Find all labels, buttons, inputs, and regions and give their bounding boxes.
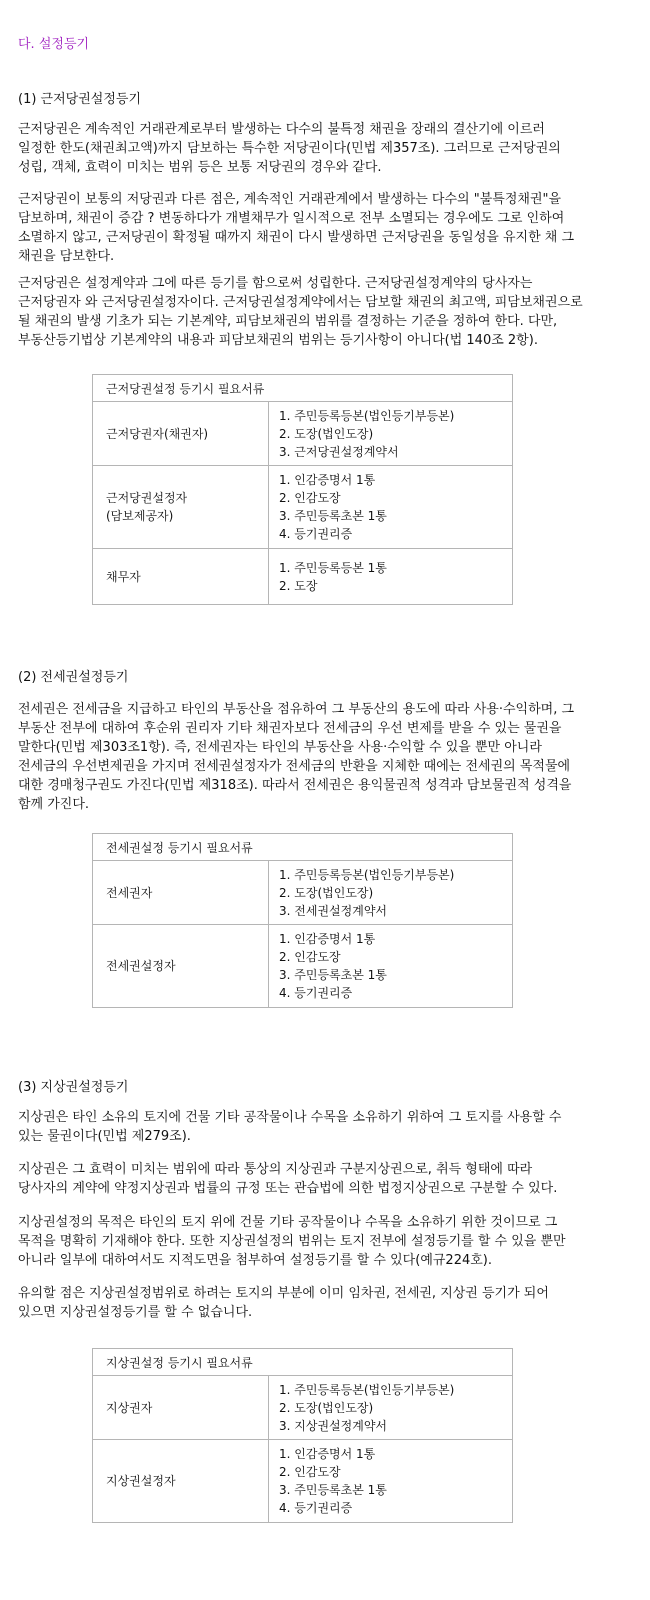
section-3-paragraph-2 xyxy=(18,1160,630,1198)
documents-cell xyxy=(269,466,513,549)
party-cell xyxy=(93,861,269,925)
document-item: 2. 도장(법인도장) xyxy=(279,426,374,441)
text-line: 근저당권이 보통의 저당권과 다른 점은, 계속적인 거래관계에서 발생하는 다수의 "불특정채권"을 xyxy=(18,192,562,207)
party-cell xyxy=(93,466,269,549)
required-documents-table xyxy=(92,833,513,1008)
document-item: 1. 주민등록등본(법인등기부등본) xyxy=(279,1382,455,1397)
document-item: 3. 전세권설정계약서 xyxy=(279,903,388,918)
documents-cell xyxy=(269,402,513,466)
table-title: 전세권설정 등기시 필요서류 xyxy=(93,834,513,861)
document-item: 3. 주민등록초본 1통 xyxy=(279,1483,387,1497)
document-item: 4. 등기권리증 xyxy=(279,986,353,1000)
text-line: 목적을 명확히 기재해야 한다. 또한 지상권설정의 범위는 토지 전부에 설정등기를 할 수 있을 뿐만 xyxy=(18,1234,566,1249)
party-label: 근저당권자(채권자) xyxy=(106,426,209,441)
document-item: 2. 인감도장 xyxy=(279,950,341,964)
table-row xyxy=(93,402,513,466)
section-3-paragraph-4 xyxy=(18,1284,630,1322)
section-3-title: (3) 지상권설정등기 xyxy=(18,1080,129,1095)
document-item: 2. 도장(법인도장) xyxy=(279,1400,374,1415)
section-3-paragraph-1 xyxy=(18,1108,630,1146)
text-line: 담보하며, 채권이 증감 ? 변동하다가 개별채무가 일시적으로 전부 소멸되는 경우에도 그로 인하여 xyxy=(18,211,565,226)
documents-cell xyxy=(269,861,513,925)
document-item: 3. 근저당권설정계약서 xyxy=(279,444,399,459)
party-label: (담보제공자) xyxy=(106,509,174,523)
table-title: 근저당권설정 등기시 필요서류 xyxy=(93,375,513,402)
text-line: 있으면 지상권설정등기를 할 수 없습니다. xyxy=(18,1305,253,1320)
section-3-paragraph-3 xyxy=(18,1213,630,1270)
text-line: 지상권설정의 목적은 타인의 토지 위에 건물 기타 공작물이나 수목을 소유하기 위한 것이므로 그 xyxy=(18,1215,558,1230)
text-line: 전세권은 전세금을 지급하고 타인의 부동산을 점유하여 그 부동산의 용도에 따라 사용·수익하며, 그 xyxy=(18,702,575,717)
party-cell xyxy=(93,1440,269,1523)
document-item: 1. 주민등록등본(법인등기부등본) xyxy=(279,408,455,423)
party-cell xyxy=(93,1376,269,1440)
text-line: 있는 물권이다(민법 제279조). xyxy=(18,1129,191,1144)
document-item: 2. 인감도장 xyxy=(279,1465,341,1479)
party-cell xyxy=(93,549,269,605)
text-line: 지상권은 타인 소유의 토지에 건물 기타 공작물이나 수목을 소유하기 위하여 그 토지를 사용할 수 xyxy=(18,1110,562,1125)
text-line: 부동산 전부에 대하여 후순위 권리자 기타 채권자보다 전세금의 우선 변제를 받을 수 있는 물권을 xyxy=(18,721,562,736)
text-line: 소멸하지 않고, 근저당권이 확정될 때까지 채권이 다시 발생하면 근저당권을 동일성을 유지한 채 그 xyxy=(18,230,575,245)
table-row xyxy=(93,1440,513,1523)
party-label: 전세권자 xyxy=(106,885,153,900)
documents-cell xyxy=(269,1376,513,1440)
table-row xyxy=(93,549,513,605)
text-line: 성립, 객체, 효력이 미치는 범위 등은 보통 저당권의 경우와 같다. xyxy=(18,160,382,175)
text-line: 지상권은 그 효력이 미치는 범위에 따라 통상의 지상권과 구분지상권으로, 취득 형태에 따라 xyxy=(18,1162,533,1177)
document-item: 2. 인감도장 xyxy=(279,491,341,505)
party-label: 전세권설정자 xyxy=(106,959,176,973)
document-item: 4. 등기권리증 xyxy=(279,527,353,541)
table-row xyxy=(93,861,513,925)
document-item: 1. 주민등록등본 1통 xyxy=(279,560,387,575)
documents-cell xyxy=(269,549,513,605)
document-item: 1. 인감증명서 1통 xyxy=(279,473,376,487)
table-row xyxy=(93,1376,513,1440)
party-cell xyxy=(93,402,269,466)
section-1-paragraph-1 xyxy=(18,120,630,177)
table-title: 지상권설정 등기시 필요서류 xyxy=(93,1349,513,1376)
section-1-paragraph-3 xyxy=(18,274,630,350)
document-item: 1. 주민등록등본(법인등기부등본) xyxy=(279,867,455,882)
text-line: 대한 경매청구권도 가진다(민법 제318조). 따라서 전세권은 용익물권적 성격과 담보물권적 성격을 xyxy=(18,778,572,793)
table-row xyxy=(93,925,513,1008)
section-1-paragraph-2 xyxy=(18,190,630,266)
text-line: 말한다(민법 제303조1항). 즉, 전세권자는 타인의 부동산을 사용·수익할 수 있을 뿐만 아니라 xyxy=(18,740,542,755)
text-line: 부동산등기법상 기본계약의 내용과 피담보채권의 범위는 등기사항이 아니다(법 140조 2항). xyxy=(18,333,538,348)
document-item: 1. 인감증명서 1통 xyxy=(279,932,376,946)
documents-cell xyxy=(269,1440,513,1523)
document-item: 3. 지상권설정계약서 xyxy=(279,1418,388,1433)
document-item: 2. 도장(법인도장) xyxy=(279,885,374,900)
section-1-title: (1) 근저당권설정등기 xyxy=(18,92,142,107)
party-label: 지상권설정자 xyxy=(106,1474,176,1488)
party-label: 채무자 xyxy=(106,569,141,584)
required-documents-table xyxy=(92,1348,513,1523)
text-line: 아니라 일부에 대하여서도 지적도면을 첨부하여 설정등기를 할 수 있다(예규224호). xyxy=(18,1253,493,1268)
documents-cell xyxy=(269,925,513,1008)
text-line: 근저당권자 와 근저당권설정자이다. 근저당권설정계약에서는 담보할 채권의 최고액, 피담보채권으로 xyxy=(18,295,583,310)
document-item: 2. 도장 xyxy=(279,578,318,593)
main-heading: 다. 설정등기 xyxy=(18,37,90,52)
table-row xyxy=(93,466,513,549)
text-line: 근저당권은 설정계약과 그에 따른 등기를 함으로써 성립한다. 근저당권설정계약의 당사자는 xyxy=(18,276,533,291)
document-item: 1. 인감증명서 1통 xyxy=(279,1447,376,1461)
text-line: 될 채권의 발생 기초가 되는 기본계약, 피담보채권의 범위를 결정하는 기준을 정하여 한다. 다만, xyxy=(18,314,558,329)
section-2-paragraph-1 xyxy=(18,700,630,814)
required-documents-table xyxy=(92,374,513,605)
document-item: 4. 등기권리증 xyxy=(279,1501,353,1515)
document-item: 3. 주민등록초본 1통 xyxy=(279,968,387,982)
party-cell xyxy=(93,925,269,1008)
text-line: 채권을 담보한다. xyxy=(18,249,115,264)
text-line: 전세금의 우선변제권을 가지며 전세권설정자가 전세금의 반환을 지체한 때에는 전세권의 목적물에 xyxy=(18,759,571,774)
text-line: 당사자의 계약에 약정지상권과 법률의 규정 또는 관습법에 의한 법정지상권으로 구분할 수 있다. xyxy=(18,1181,558,1196)
section-2-title: (2) 전세권설정등기 xyxy=(18,670,129,685)
text-line: 함께 가진다. xyxy=(18,797,90,812)
text-line: 일정한 한도(채권최고액)까지 담보하는 특수한 저당권이다(민법 제357조). 그러므로 근저당권의 xyxy=(18,141,561,156)
party-label: 지상권자 xyxy=(106,1400,153,1415)
party-label: 근저당권설정자 xyxy=(106,491,188,505)
text-line: 근저당권은 계속적인 거래관계로부터 발생하는 다수의 불특정 채권을 장래의 결산기에 이르러 xyxy=(18,122,545,137)
text-line: 유의할 점은 지상권설정범위로 하려는 토지의 부분에 이미 임차권, 전세권, 지상권 등기가 되어 xyxy=(18,1286,549,1301)
document-item: 3. 주민등록초본 1통 xyxy=(279,509,387,523)
